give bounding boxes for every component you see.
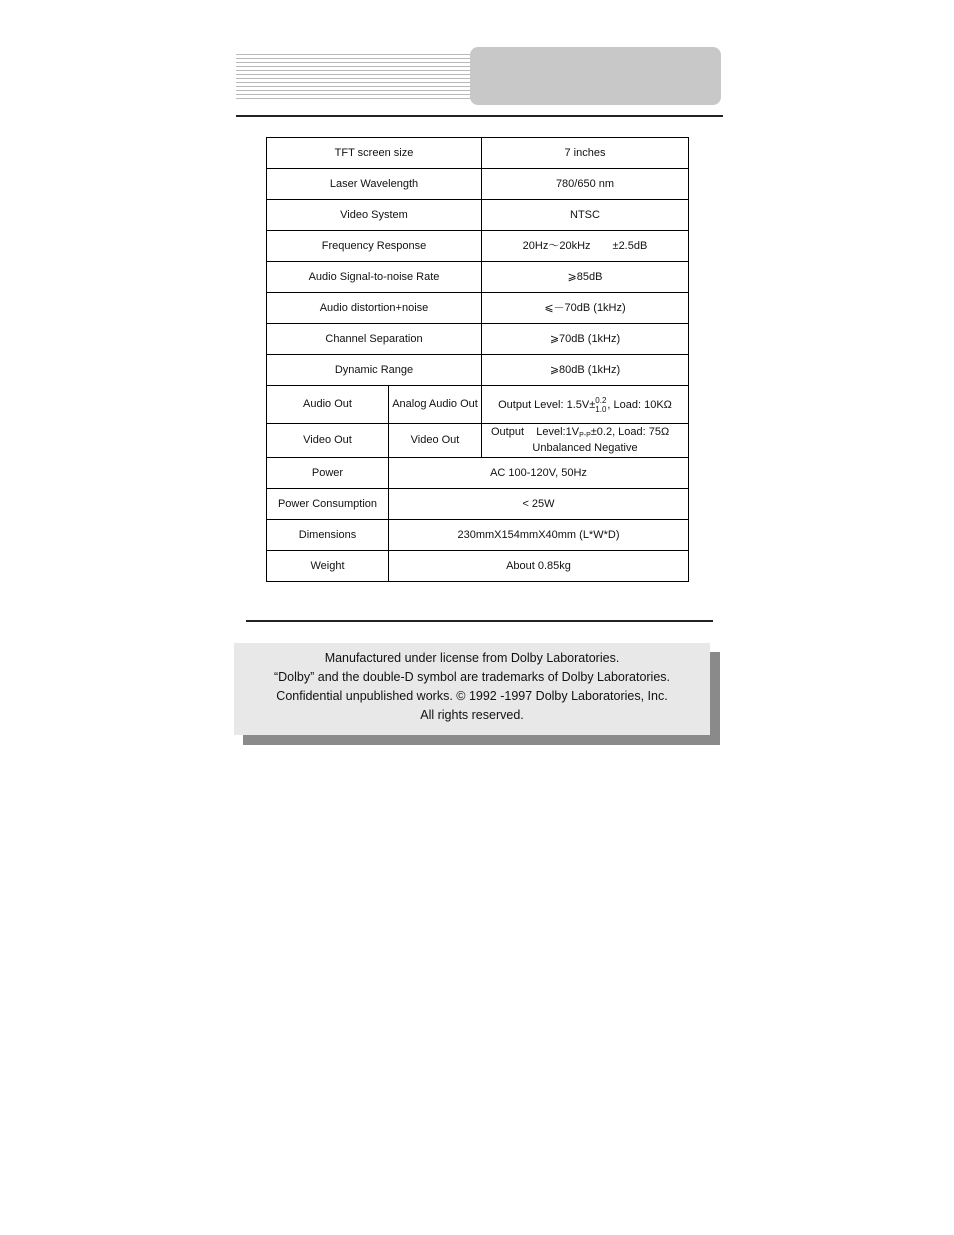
spec-label: Power: [267, 458, 389, 489]
frequency-tolerance: ±2.5dB: [612, 239, 648, 252]
audio-out-tolerance-upper: 0.2: [595, 395, 607, 405]
notice-line: Confidential unpublished works. © 1992 -1997 Dolby Laboratories, Inc.: [276, 689, 668, 703]
spec-value: ⩽－70dB (1kHz): [482, 293, 689, 324]
spec-value: About 0.85kg: [389, 551, 689, 582]
spec-label: Power Consumption: [267, 489, 389, 520]
spec-label: Laser Wavelength: [267, 169, 482, 200]
table-row: [267, 262, 689, 293]
video-out-subscript: P-P: [579, 432, 591, 439]
spec-value: [482, 424, 689, 458]
spec-value: ⩾80dB (1kHz): [482, 355, 689, 386]
video-out-line1: [485, 426, 685, 442]
table-row: [267, 551, 689, 582]
spec-label: Dynamic Range: [267, 355, 482, 386]
audio-out-prefix: Output Level: 1.5V±: [498, 398, 596, 411]
spec-value: ⩾85dB: [482, 262, 689, 293]
spec-label: Weight: [267, 551, 389, 582]
table-row: [267, 169, 689, 200]
table-row: [267, 424, 689, 458]
audio-out-tolerance-lower: 1.0: [595, 404, 607, 414]
notice-line: All rights reserved.: [420, 708, 524, 722]
frequency-range: 20Hz～20kHz: [522, 239, 591, 252]
spec-label: Frequency Response: [267, 231, 482, 262]
spec-label: Audio distortion+noise: [267, 293, 482, 324]
video-out-prefix: Output Level:1V: [491, 426, 580, 438]
table-row: [267, 200, 689, 231]
spec-value: 230mmX154mmX40mm (L*W*D): [389, 520, 689, 551]
spec-value: ⩾70dB (1kHz): [482, 324, 689, 355]
spec-label: Channel Separation: [267, 324, 482, 355]
spec-label: Video Out: [267, 424, 389, 458]
video-out-suffix: ±0.2, Load: 75Ω: [590, 426, 670, 438]
table-row: [267, 138, 689, 169]
specifications-table: [266, 137, 689, 582]
spec-sub-label: Analog Audio Out: [389, 386, 482, 424]
spec-value: 780/650 nm: [482, 169, 689, 200]
table-row: [267, 355, 689, 386]
table-row: [267, 458, 689, 489]
spec-label: Audio Out: [267, 386, 389, 424]
spec-value: < 25W: [389, 489, 689, 520]
spec-value: [482, 231, 689, 262]
spec-label: Video System: [267, 200, 482, 231]
table-row: [267, 293, 689, 324]
spec-label: Dimensions: [267, 520, 389, 551]
section-divider: [246, 620, 713, 622]
table-row: [267, 386, 689, 424]
notice-line: Manufactured under license from Dolby Laboratories.: [324, 651, 620, 665]
header-rule: [236, 115, 723, 117]
spec-value: AC 100-120V, 50Hz: [389, 458, 689, 489]
spec-value: NTSC: [482, 200, 689, 231]
spec-sub-label: Video Out: [389, 424, 482, 458]
spec-label: TFT screen size: [267, 138, 482, 169]
dolby-notice: [234, 643, 710, 735]
audio-out-tolerance: [595, 396, 606, 414]
spec-value: [482, 386, 689, 424]
table-row: [267, 324, 689, 355]
table-row: [267, 520, 689, 551]
table-row: [267, 489, 689, 520]
spec-label: Audio Signal-to-noise Rate: [267, 262, 482, 293]
table-row: [267, 231, 689, 262]
video-out-line2: Unbalanced Negative: [532, 442, 638, 454]
header-tab: [470, 47, 721, 105]
spec-value: 7 inches: [482, 138, 689, 169]
notice-line: “Dolby” and the double-D symbol are trademarks of Dolby Laboratories.: [273, 670, 671, 684]
audio-out-suffix: , Load: 10KΩ: [607, 398, 672, 411]
header-stripes: [236, 54, 472, 100]
